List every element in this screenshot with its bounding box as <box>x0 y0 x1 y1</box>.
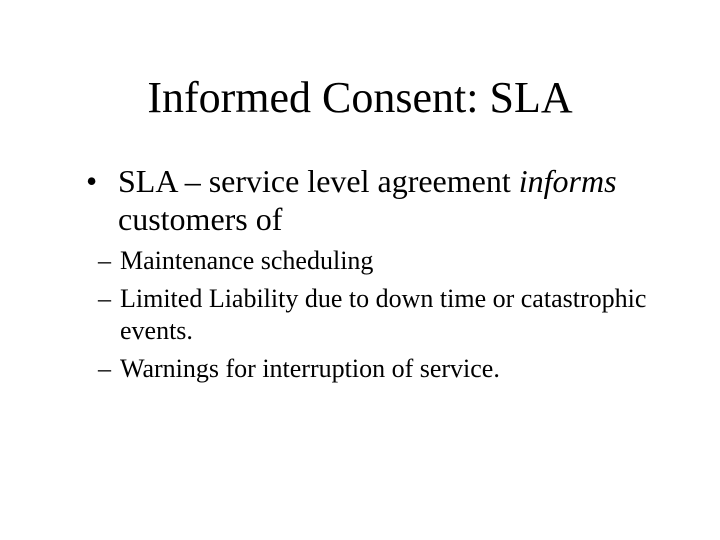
sub-bullet-liability <box>98 283 658 347</box>
main-bullet <box>86 162 646 238</box>
sub-bullet-marker: – <box>98 284 111 313</box>
slide-title: Informed Consent: SLA <box>147 73 573 122</box>
sub-bullet-text: Warnings for interruption of service. <box>120 354 500 383</box>
sub-bullet-list <box>98 245 658 391</box>
sub-bullet-marker: – <box>98 354 111 383</box>
main-bullet-text-end: customers of <box>118 201 283 237</box>
sub-bullet-marker: – <box>98 246 111 275</box>
main-bullet-emphasis: informs <box>518 163 617 199</box>
sub-bullet-text: Limited Liability due to down time or catastrophic events. <box>120 284 647 345</box>
sub-bullet-warnings <box>98 353 658 385</box>
bullet-marker: • <box>86 163 98 199</box>
main-bullet-text-start: SLA – service level agreement <box>118 163 519 199</box>
sub-bullet-maintenance <box>98 245 658 277</box>
sub-bullet-text: Maintenance scheduling <box>120 246 374 275</box>
main-bullet-text <box>86 162 646 238</box>
